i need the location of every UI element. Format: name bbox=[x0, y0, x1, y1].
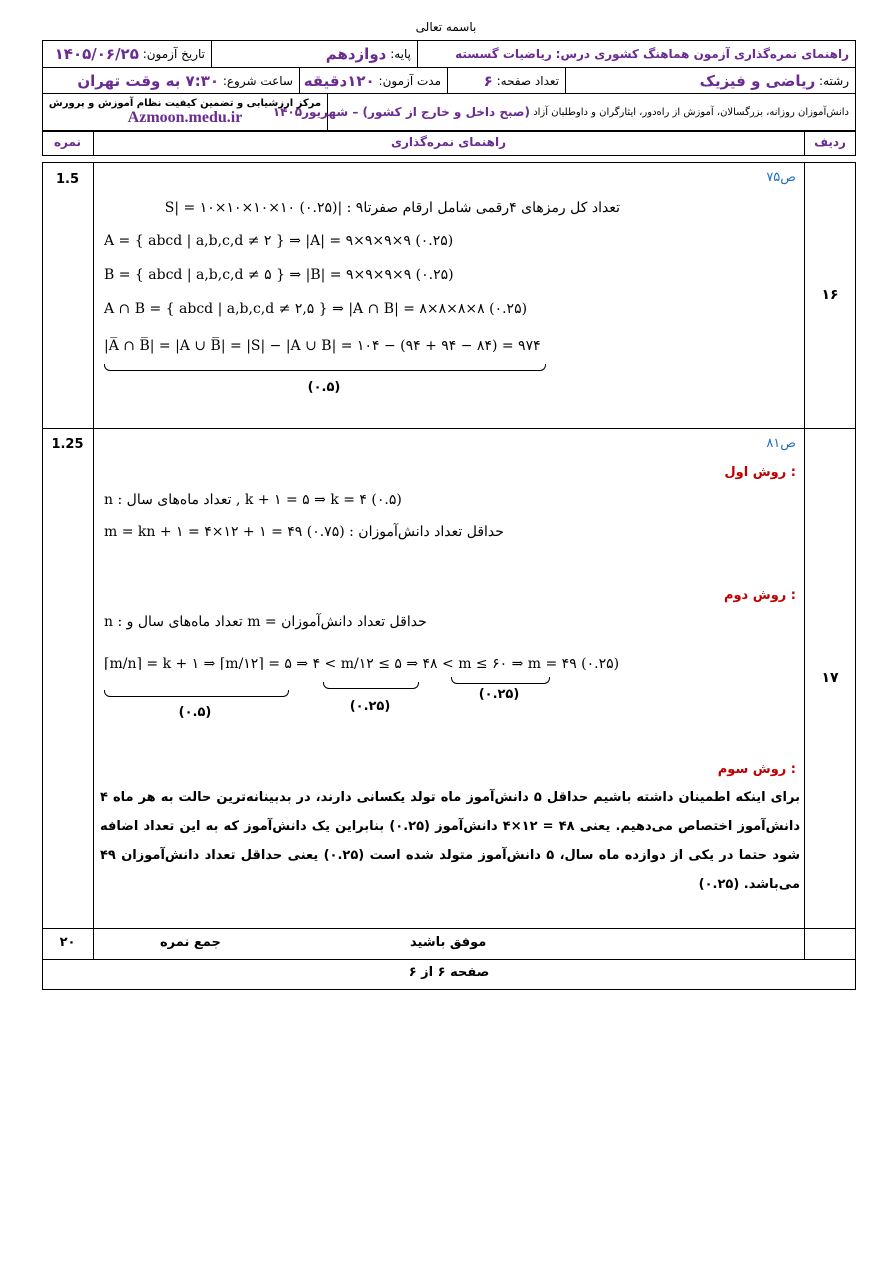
q17-underbrace-1 bbox=[104, 690, 289, 697]
field-value: ریاضی و فیزیک bbox=[699, 71, 816, 90]
doc-title: راهنمای نمره‌گذاری آزمون هماهنگ کشوری درس: bbox=[555, 47, 849, 61]
center-name: مرکز ارزشیابی و تضمین کیفیت نظام آموزش و پرورش bbox=[48, 97, 322, 109]
q17-method-1-line-2: m = kn + ۱ = ۴×۱۲ + ۱ = ۴۹ (۰.۷۵) : حداقل تعداد دانش‌آموزان bbox=[104, 524, 504, 540]
exam-date: ۱۴۰۵/۰۶/۲۵ bbox=[54, 45, 139, 63]
website[interactable]: Azmoon.medu.ir bbox=[127, 108, 243, 126]
q16-page-ref: ص۷۵ bbox=[766, 170, 796, 185]
page-number: صفحه ۶ از ۶ bbox=[408, 965, 490, 980]
q17-method-2-mark-1: (۰.۵) bbox=[178, 705, 212, 720]
top-title: باسمه تعالی bbox=[415, 20, 477, 34]
duration-label: مدت آزمون: bbox=[378, 73, 441, 88]
q17-method-1-line-1: n : تعداد ماه‌های سال , k + ۱ = ۵ ⇒ k = ۴ (۰.۵) bbox=[104, 492, 402, 508]
duration-cell bbox=[299, 68, 447, 93]
q16-line-2: A = { abcd | a,b,c,d ≠ ۲ } ⇒ |A| = ۹×۹×۹×۹ (۰.۲۵) bbox=[104, 233, 454, 249]
col-row-header: ردیف bbox=[814, 135, 846, 149]
q16-underbrace bbox=[104, 364, 546, 371]
total-score: ۲۰ bbox=[59, 935, 76, 950]
q17-number: ۱۷ bbox=[821, 670, 839, 686]
col-score-header: نمره bbox=[53, 135, 82, 149]
exam-date-label: تاریخ آزمون: bbox=[142, 47, 205, 61]
audience: دانش‌آموزان روزانه، بزرگسالان، آموزش از راه‌دور، ایثارگران و داوطلبان آزاد bbox=[533, 106, 849, 118]
q16-line-5-mark: (۰.۵) bbox=[307, 380, 341, 395]
pages-cell bbox=[447, 68, 565, 93]
q16-line-3: B = { abcd | a,b,c,d ≠ ۵ } ⇒ |B| = ۹×۹×۹×۹ (۰.۲۵) bbox=[104, 267, 454, 283]
q17-method-3-text: برای اینکه اطمینان داشته باشیم حداقل ۵ دانش‌آموز ماه تولد یکسانی دارند، در بدبینانه‌ترین حالت به هر ماه ۴ دانش‌آموز اختصاص می‌دهیم. یعنی ۴۸ = ۱۲×۴ دانش‌آموز (۰.۲۵) بنابراین یک دانش‌آموز که به این تعداد اضافه شود حتما در یکی از دوازده ماه سال، ۵ دانش‌آموز متولد شده است (۰.۲۵) یعنی حداقل تعداد دانش‌آموزان ۴۹ می‌باشد. (۰.۲۵) bbox=[100, 790, 800, 892]
q17-score: 1.25 bbox=[51, 437, 84, 452]
pages-value: ۶ bbox=[483, 71, 493, 90]
q17-method-3-title: روش سوم : bbox=[717, 762, 796, 777]
q17-underbrace-3 bbox=[451, 677, 550, 684]
start-value: ۷:۳۰ به وقت تهران bbox=[77, 71, 220, 90]
pages-label: تعداد صفحه: bbox=[496, 73, 559, 88]
q17-method-2-line-1: n : تعداد ماه‌های سال و m = حداقل تعداد دانش‌آموزان bbox=[104, 614, 427, 630]
field-cell bbox=[565, 68, 855, 93]
q17-page-ref: ص۸۱ bbox=[766, 436, 796, 451]
total-label: جمع نمره bbox=[160, 935, 221, 950]
header-row-3 bbox=[42, 93, 856, 131]
q16-line-1: تعداد کل رمزهای ۴رقمی شامل ارقام صفرتا۹ : |S| = ۱۰×۱۰×۱۰×۱۰ (۰.۲۵) bbox=[164, 200, 620, 216]
grade-cell bbox=[211, 41, 417, 67]
center-cell bbox=[43, 94, 327, 130]
q17-underbrace-2 bbox=[323, 682, 419, 689]
q16-score: 1.5 bbox=[55, 172, 80, 187]
header-row-2 bbox=[42, 67, 856, 94]
wish-text: موفق باشید bbox=[410, 935, 487, 950]
q17-method-2-title: روش دوم : bbox=[723, 588, 796, 603]
field-label: رشته: bbox=[819, 73, 849, 88]
audience-cell bbox=[272, 94, 855, 130]
q16-line-4: A ∩ B = { abcd | a,b,c,d ≠ ۲,۵ } ⇒ |A ∩ B| = ۸×۸×۸×۸ (۰.۲۵) bbox=[104, 301, 528, 317]
q17-method-2-mark-3: (۰.۲۵) bbox=[478, 687, 520, 702]
header-row-1 bbox=[42, 40, 856, 68]
exam-date-cell bbox=[43, 41, 211, 67]
q16-number: ۱۶ bbox=[821, 287, 839, 303]
doc-title-cell bbox=[417, 41, 855, 67]
grade-label: پایه: bbox=[390, 47, 411, 61]
start-label: ساعت شروع: bbox=[222, 73, 293, 88]
q17-method-2-mark-2: (۰.۲۵) bbox=[349, 699, 391, 714]
q17-method-2-line-2: ⌈m/n⌉ = k + ۱ ⇒ ⌈m/۱۲⌉ = ۵ ⇒ ۴ < m/۱۲ ≤ ۵ ⇒ ۴۸ < m ≤ ۶۰ ⇒ m = ۴۹ (۰.۲۵) bbox=[104, 656, 620, 672]
duration-value: ۱۲۰دقیقه bbox=[303, 71, 375, 90]
start-cell bbox=[43, 68, 299, 93]
q16-line-5: |A̅ ∩ B̅| = |A ∪ B̅| = |S| − |A ∪ B| = ۱۰۴ − (۹۴ + ۹۴ − ۸۴) = ۹۷۴ bbox=[104, 338, 541, 354]
grade-value: دوازدهم bbox=[325, 45, 387, 63]
q17-method-1-title: روش اول : bbox=[724, 465, 796, 480]
col-guide-header: راهنمای نمره‌گذاری bbox=[391, 135, 506, 149]
course-name: ریاضیات گسسته bbox=[455, 47, 552, 61]
session: (صبح داخل و خارج از کشور) – شهریور۱۴۰۵ bbox=[272, 105, 531, 119]
